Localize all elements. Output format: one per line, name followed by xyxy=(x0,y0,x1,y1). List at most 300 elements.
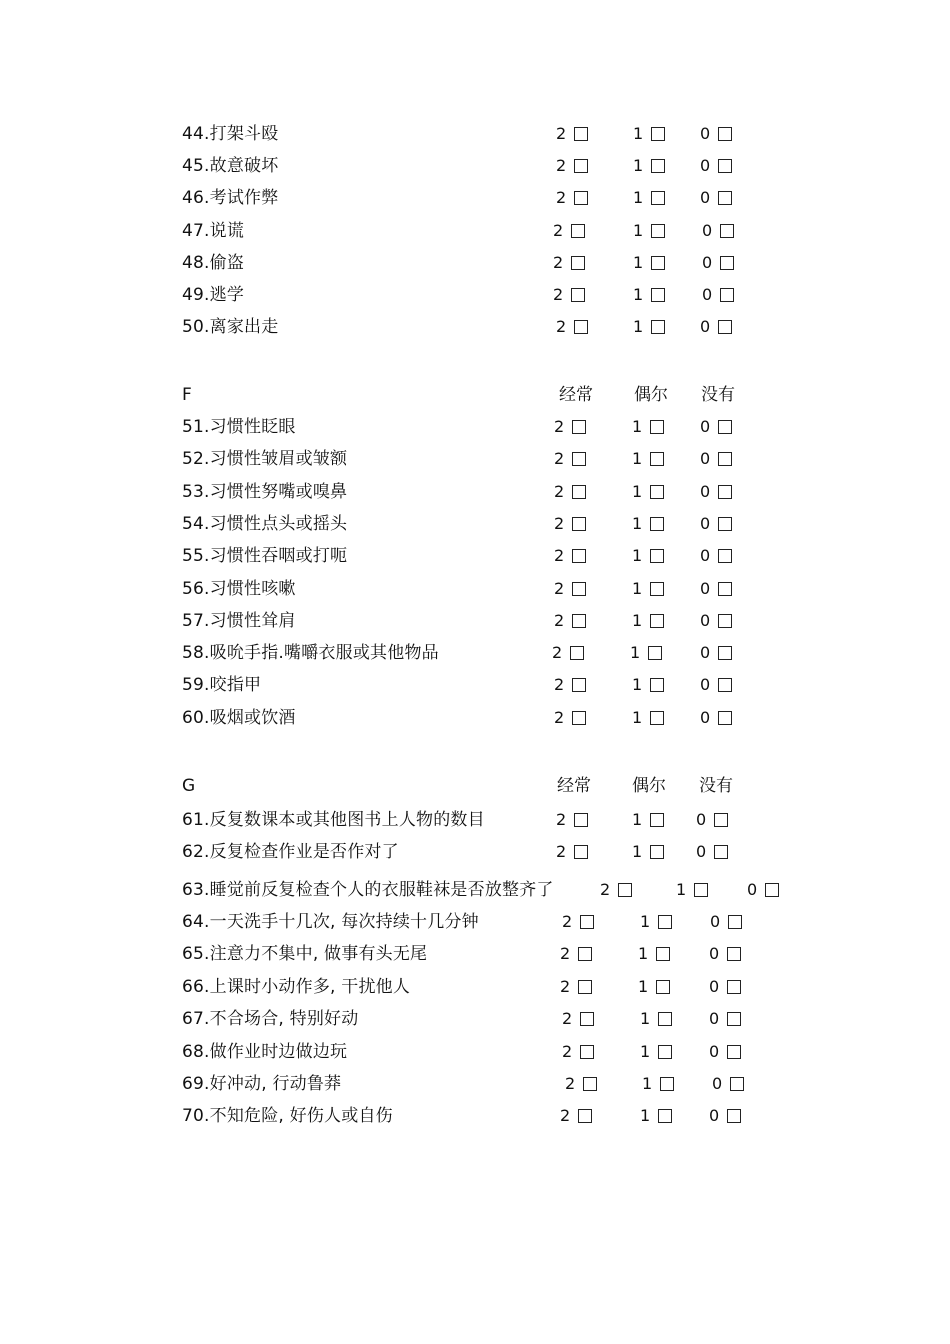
option-never-value: 0 xyxy=(712,1074,723,1093)
option-often xyxy=(553,219,585,243)
option-sometimes xyxy=(632,840,664,864)
option-never-value: 0 xyxy=(702,285,713,304)
option-never-checkbox[interactable] xyxy=(718,159,732,173)
option-sometimes-checkbox[interactable] xyxy=(651,256,665,270)
option-sometimes-checkbox[interactable] xyxy=(651,320,665,334)
question-text: 56.习惯性咳嗽 xyxy=(182,579,296,599)
question-row xyxy=(182,878,822,902)
question-row xyxy=(182,480,822,504)
option-often xyxy=(556,315,588,339)
option-often-value: 2 xyxy=(556,124,567,143)
option-never-checkbox[interactable] xyxy=(727,1109,741,1123)
option-often-checkbox[interactable] xyxy=(572,485,586,499)
question-row xyxy=(182,942,822,966)
option-sometimes-checkbox[interactable] xyxy=(650,549,664,563)
option-often xyxy=(556,122,588,146)
option-never xyxy=(700,706,732,730)
option-often xyxy=(554,447,586,471)
option-never-checkbox[interactable] xyxy=(718,711,732,725)
option-never xyxy=(709,942,741,966)
section-f-label: F xyxy=(182,385,192,405)
option-often-value: 2 xyxy=(553,285,564,304)
question-row xyxy=(182,910,822,934)
option-often xyxy=(556,840,588,864)
option-sometimes-value: 1 xyxy=(642,1074,653,1093)
option-sometimes-checkbox[interactable] xyxy=(650,845,664,859)
col-often-label: 经常 xyxy=(559,385,593,405)
option-never xyxy=(709,1007,741,1031)
question-row xyxy=(182,808,822,832)
option-often xyxy=(554,544,586,568)
option-often-value: 2 xyxy=(556,317,567,336)
option-often xyxy=(556,186,588,210)
option-often-checkbox[interactable] xyxy=(580,1045,594,1059)
option-sometimes-checkbox[interactable] xyxy=(650,420,664,434)
option-never-value: 0 xyxy=(700,611,711,630)
option-often-value: 2 xyxy=(600,880,611,899)
option-often-checkbox[interactable] xyxy=(574,127,588,141)
question-row xyxy=(182,975,822,999)
question-text: 44.打架斗殴 xyxy=(182,124,279,144)
option-often xyxy=(600,878,632,902)
question-text: 46.考试作弊 xyxy=(182,188,279,208)
option-sometimes xyxy=(640,910,672,934)
option-often-checkbox[interactable] xyxy=(571,224,585,238)
option-sometimes xyxy=(640,1040,672,1064)
option-often xyxy=(560,1104,592,1128)
option-never-checkbox[interactable] xyxy=(720,288,734,302)
option-often xyxy=(562,910,594,934)
option-sometimes-value: 1 xyxy=(632,810,643,829)
question-row xyxy=(182,1072,822,1096)
option-sometimes-value: 1 xyxy=(633,221,644,240)
option-never xyxy=(700,512,732,536)
option-sometimes-checkbox[interactable] xyxy=(656,980,670,994)
question-row xyxy=(182,609,822,633)
section-g-label: G xyxy=(182,776,196,796)
option-never-checkbox[interactable] xyxy=(727,980,741,994)
option-never-checkbox[interactable] xyxy=(718,485,732,499)
option-never-value: 0 xyxy=(700,417,711,436)
option-never-value: 0 xyxy=(700,579,711,598)
option-sometimes xyxy=(632,447,664,471)
option-sometimes xyxy=(632,512,664,536)
option-never-value: 0 xyxy=(702,253,713,272)
option-sometimes xyxy=(632,673,664,697)
option-never xyxy=(700,154,732,178)
option-sometimes xyxy=(630,641,662,665)
option-sometimes-checkbox[interactable] xyxy=(656,947,670,961)
option-sometimes-checkbox[interactable] xyxy=(648,646,662,660)
option-never-value: 0 xyxy=(696,810,707,829)
option-sometimes xyxy=(676,878,708,902)
option-often-checkbox[interactable] xyxy=(574,191,588,205)
option-often-value: 2 xyxy=(554,675,565,694)
option-often xyxy=(554,415,586,439)
option-sometimes-checkbox[interactable] xyxy=(660,1077,674,1091)
option-often-value: 2 xyxy=(556,188,567,207)
option-often-checkbox[interactable] xyxy=(618,883,632,897)
option-never-checkbox[interactable] xyxy=(718,646,732,660)
option-often xyxy=(554,609,586,633)
option-sometimes-checkbox[interactable] xyxy=(658,915,672,929)
option-sometimes-value: 1 xyxy=(632,482,643,501)
option-sometimes-value: 1 xyxy=(632,611,643,630)
section-f-header xyxy=(182,383,822,407)
option-never-checkbox[interactable] xyxy=(730,1077,744,1091)
question-row xyxy=(182,1007,822,1031)
option-sometimes-value: 1 xyxy=(633,317,644,336)
option-often-value: 2 xyxy=(554,546,565,565)
question-text: 58.吸吮手指.嘴嚼衣服或其他物品 xyxy=(182,643,439,663)
option-sometimes-value: 1 xyxy=(630,643,641,662)
option-sometimes-checkbox[interactable] xyxy=(650,452,664,466)
option-sometimes xyxy=(638,942,670,966)
option-often xyxy=(556,808,588,832)
option-never-checkbox[interactable] xyxy=(720,224,734,238)
question-text: 59.咬指甲 xyxy=(182,675,262,695)
question-text: 62.反复检查作业是否作对了 xyxy=(182,842,399,862)
option-sometimes xyxy=(633,251,665,275)
question-text: 68.做作业时边做边玩 xyxy=(182,1042,348,1062)
question-row xyxy=(182,706,822,730)
option-often-value: 2 xyxy=(554,514,565,533)
option-often xyxy=(553,251,585,275)
option-sometimes xyxy=(632,609,664,633)
question-row xyxy=(182,154,822,178)
option-often-value: 2 xyxy=(560,977,571,996)
question-row xyxy=(182,415,822,439)
question-row xyxy=(182,186,822,210)
option-never-value: 0 xyxy=(700,156,711,175)
option-sometimes-value: 1 xyxy=(640,1009,651,1028)
option-sometimes-checkbox[interactable] xyxy=(650,678,664,692)
option-sometimes-value: 1 xyxy=(632,514,643,533)
col-sometimes-label: 偶尔 xyxy=(632,776,666,796)
option-never-checkbox[interactable] xyxy=(714,813,728,827)
option-sometimes-checkbox[interactable] xyxy=(651,159,665,173)
option-often-checkbox[interactable] xyxy=(583,1077,597,1091)
option-often-value: 2 xyxy=(554,417,565,436)
option-sometimes-value: 1 xyxy=(632,842,643,861)
option-never-value: 0 xyxy=(700,124,711,143)
question-row xyxy=(182,219,822,243)
section-g-header xyxy=(182,774,822,798)
option-sometimes xyxy=(640,1007,672,1031)
option-often-value: 2 xyxy=(554,611,565,630)
option-often-checkbox[interactable] xyxy=(574,159,588,173)
option-sometimes xyxy=(633,219,665,243)
option-never-value: 0 xyxy=(710,912,721,931)
option-sometimes-value: 1 xyxy=(632,449,643,468)
option-sometimes xyxy=(632,808,664,832)
question-text: 52.习惯性皱眉或皱额 xyxy=(182,449,348,469)
option-never xyxy=(700,609,732,633)
option-sometimes-checkbox[interactable] xyxy=(658,1109,672,1123)
option-never xyxy=(702,219,734,243)
option-often-checkbox[interactable] xyxy=(578,947,592,961)
option-often-value: 2 xyxy=(556,842,567,861)
option-sometimes-checkbox[interactable] xyxy=(650,813,664,827)
option-never xyxy=(709,975,741,999)
option-often xyxy=(554,480,586,504)
question-row xyxy=(182,251,822,275)
question-row xyxy=(182,641,822,665)
option-often-checkbox[interactable] xyxy=(572,420,586,434)
option-often-checkbox[interactable] xyxy=(580,915,594,929)
option-never-checkbox[interactable] xyxy=(727,947,741,961)
option-sometimes-value: 1 xyxy=(633,285,644,304)
option-never-checkbox[interactable] xyxy=(718,549,732,563)
option-sometimes-value: 1 xyxy=(632,675,643,694)
question-text: 70.不知危险, 好伤人或自伤 xyxy=(182,1106,393,1126)
option-never xyxy=(700,447,732,471)
option-often-checkbox[interactable] xyxy=(574,813,588,827)
question-text: 61.反复数课本或其他图书上人物的数目 xyxy=(182,810,485,830)
option-often-checkbox[interactable] xyxy=(572,549,586,563)
option-often-checkbox[interactable] xyxy=(572,582,586,596)
option-never xyxy=(700,186,732,210)
option-often xyxy=(565,1072,597,1096)
option-never-checkbox[interactable] xyxy=(718,582,732,596)
option-never-value: 0 xyxy=(700,482,711,501)
option-never-checkbox[interactable] xyxy=(718,452,732,466)
question-text: 51.习惯性眨眼 xyxy=(182,417,296,437)
option-sometimes-value: 1 xyxy=(676,880,687,899)
question-text: 67.不合场合, 特别好动 xyxy=(182,1009,359,1029)
question-text: 65.注意力不集中, 做事有头无尾 xyxy=(182,944,428,964)
option-never xyxy=(696,840,728,864)
question-row xyxy=(182,512,822,536)
option-often xyxy=(560,975,592,999)
option-sometimes xyxy=(633,283,665,307)
option-sometimes-checkbox[interactable] xyxy=(651,127,665,141)
option-never-value: 0 xyxy=(700,546,711,565)
option-sometimes xyxy=(638,975,670,999)
question-row xyxy=(182,1104,822,1128)
option-sometimes-value: 1 xyxy=(640,1042,651,1061)
option-sometimes-value: 1 xyxy=(633,253,644,272)
option-sometimes-checkbox[interactable] xyxy=(650,711,664,725)
question-text: 69.好冲动, 行动鲁莽 xyxy=(182,1074,342,1094)
option-often xyxy=(554,512,586,536)
question-text: 64.一天洗手十几次, 每次持续十几分钟 xyxy=(182,912,479,932)
option-sometimes xyxy=(640,1104,672,1128)
option-never xyxy=(747,878,779,902)
option-never-value: 0 xyxy=(700,675,711,694)
option-never xyxy=(700,673,732,697)
option-sometimes xyxy=(632,544,664,568)
col-never-label: 没有 xyxy=(699,776,733,796)
question-text: 66.上课时小动作多, 干扰他人 xyxy=(182,977,411,997)
option-sometimes-value: 1 xyxy=(640,912,651,931)
question-row xyxy=(182,544,822,568)
question-text: 45.故意破坏 xyxy=(182,156,279,176)
option-often xyxy=(552,641,584,665)
option-never-checkbox[interactable] xyxy=(718,191,732,205)
option-never-checkbox[interactable] xyxy=(718,420,732,434)
option-never-value: 0 xyxy=(700,449,711,468)
option-never xyxy=(710,910,742,934)
option-often-value: 2 xyxy=(553,221,564,240)
option-never xyxy=(700,544,732,568)
option-often-checkbox[interactable] xyxy=(578,980,592,994)
option-sometimes-checkbox[interactable] xyxy=(651,191,665,205)
option-sometimes-value: 1 xyxy=(638,944,649,963)
option-never-checkbox[interactable] xyxy=(727,1045,741,1059)
option-sometimes-value: 1 xyxy=(632,417,643,436)
option-sometimes xyxy=(632,706,664,730)
option-sometimes-checkbox[interactable] xyxy=(650,485,664,499)
option-never-value: 0 xyxy=(700,643,711,662)
option-often xyxy=(560,942,592,966)
option-often-value: 2 xyxy=(554,449,565,468)
option-never-value: 0 xyxy=(702,221,713,240)
option-often-value: 2 xyxy=(554,482,565,501)
question-text: 47.说谎 xyxy=(182,221,245,241)
question-text: 54.习惯性点头或摇头 xyxy=(182,514,348,534)
option-often xyxy=(553,283,585,307)
option-never-value: 0 xyxy=(700,514,711,533)
option-often-checkbox[interactable] xyxy=(574,320,588,334)
option-sometimes xyxy=(633,122,665,146)
option-often-value: 2 xyxy=(562,912,573,931)
option-often-checkbox[interactable] xyxy=(571,288,585,302)
option-never-checkbox[interactable] xyxy=(718,678,732,692)
question-row xyxy=(182,577,822,601)
question-text: 60.吸烟或饮酒 xyxy=(182,708,296,728)
option-often xyxy=(554,706,586,730)
option-never xyxy=(709,1040,741,1064)
option-sometimes-checkbox[interactable] xyxy=(694,883,708,897)
option-often-value: 2 xyxy=(562,1009,573,1028)
question-text: 48.偷盗 xyxy=(182,253,245,273)
option-often-checkbox[interactable] xyxy=(572,452,586,466)
option-sometimes-value: 1 xyxy=(632,579,643,598)
option-never-value: 0 xyxy=(700,188,711,207)
option-sometimes xyxy=(632,415,664,439)
option-never xyxy=(700,641,732,665)
question-text: 55.习惯性吞咽或打呃 xyxy=(182,546,348,566)
option-often-checkbox[interactable] xyxy=(572,614,586,628)
option-often-value: 2 xyxy=(556,810,567,829)
question-text: 53.习惯性努嘴或嗅鼻 xyxy=(182,482,348,502)
option-never xyxy=(700,415,732,439)
option-often xyxy=(562,1040,594,1064)
option-often xyxy=(554,577,586,601)
option-often-checkbox[interactable] xyxy=(572,517,586,531)
option-never xyxy=(696,808,728,832)
option-sometimes-checkbox[interactable] xyxy=(651,288,665,302)
option-never-value: 0 xyxy=(700,317,711,336)
col-often-label: 经常 xyxy=(557,776,591,796)
option-sometimes xyxy=(642,1072,674,1096)
question-text: 50.离家出走 xyxy=(182,317,279,337)
option-often-value: 2 xyxy=(554,579,565,598)
option-never-checkbox[interactable] xyxy=(718,517,732,531)
option-never-value: 0 xyxy=(709,977,720,996)
option-often-checkbox[interactable] xyxy=(578,1109,592,1123)
option-sometimes-checkbox[interactable] xyxy=(650,614,664,628)
option-often-value: 2 xyxy=(560,1106,571,1125)
option-never-checkbox[interactable] xyxy=(718,320,732,334)
option-never xyxy=(700,577,732,601)
option-sometimes xyxy=(632,480,664,504)
option-often-checkbox[interactable] xyxy=(574,845,588,859)
option-never-value: 0 xyxy=(747,880,758,899)
option-sometimes-checkbox[interactable] xyxy=(650,517,664,531)
option-never xyxy=(702,251,734,275)
question-row xyxy=(182,673,822,697)
option-sometimes xyxy=(633,154,665,178)
question-text: 57.习惯性耸肩 xyxy=(182,611,296,631)
option-often-value: 2 xyxy=(560,944,571,963)
option-sometimes-checkbox[interactable] xyxy=(651,224,665,238)
option-never-checkbox[interactable] xyxy=(728,915,742,929)
option-often-value: 2 xyxy=(553,253,564,272)
option-sometimes xyxy=(633,315,665,339)
option-often-value: 2 xyxy=(556,156,567,175)
option-sometimes-checkbox[interactable] xyxy=(650,582,664,596)
question-row xyxy=(182,1040,822,1064)
option-never xyxy=(709,1104,741,1128)
option-never-checkbox[interactable] xyxy=(720,256,734,270)
col-sometimes-label: 偶尔 xyxy=(634,385,668,405)
option-often-checkbox[interactable] xyxy=(571,256,585,270)
option-often-value: 2 xyxy=(562,1042,573,1061)
option-never-value: 0 xyxy=(709,1042,720,1061)
option-never-value: 0 xyxy=(696,842,707,861)
option-often-checkbox[interactable] xyxy=(580,1012,594,1026)
option-never xyxy=(700,480,732,504)
option-never-checkbox[interactable] xyxy=(718,127,732,141)
col-never-label: 没有 xyxy=(701,385,735,405)
option-sometimes-value: 1 xyxy=(633,124,644,143)
option-sometimes-checkbox[interactable] xyxy=(658,1045,672,1059)
option-often xyxy=(554,673,586,697)
option-often-value: 2 xyxy=(552,643,563,662)
option-never xyxy=(702,283,734,307)
option-often xyxy=(562,1007,594,1031)
option-sometimes xyxy=(633,186,665,210)
option-often-checkbox[interactable] xyxy=(572,678,586,692)
option-never xyxy=(700,122,732,146)
option-never-checkbox[interactable] xyxy=(765,883,779,897)
question-text: 49.逃学 xyxy=(182,285,245,305)
question-text: 63.睡觉前反复检查个人的衣服鞋袜是否放整齐了 xyxy=(182,880,554,900)
option-never xyxy=(700,315,732,339)
question-row xyxy=(182,447,822,471)
option-never-value: 0 xyxy=(709,1106,720,1125)
option-sometimes-value: 1 xyxy=(638,977,649,996)
option-never-checkbox[interactable] xyxy=(714,845,728,859)
option-sometimes xyxy=(632,577,664,601)
option-sometimes-value: 1 xyxy=(640,1106,651,1125)
option-often-checkbox[interactable] xyxy=(570,646,584,660)
question-row xyxy=(182,315,822,339)
option-sometimes-value: 1 xyxy=(633,188,644,207)
option-often xyxy=(556,154,588,178)
option-sometimes-value: 1 xyxy=(632,546,643,565)
question-row xyxy=(182,840,822,864)
option-never-checkbox[interactable] xyxy=(718,614,732,628)
option-often-checkbox[interactable] xyxy=(572,711,586,725)
option-never-checkbox[interactable] xyxy=(727,1012,741,1026)
option-never-value: 0 xyxy=(700,708,711,727)
option-sometimes-checkbox[interactable] xyxy=(658,1012,672,1026)
option-often-value: 2 xyxy=(554,708,565,727)
option-sometimes-value: 1 xyxy=(632,708,643,727)
